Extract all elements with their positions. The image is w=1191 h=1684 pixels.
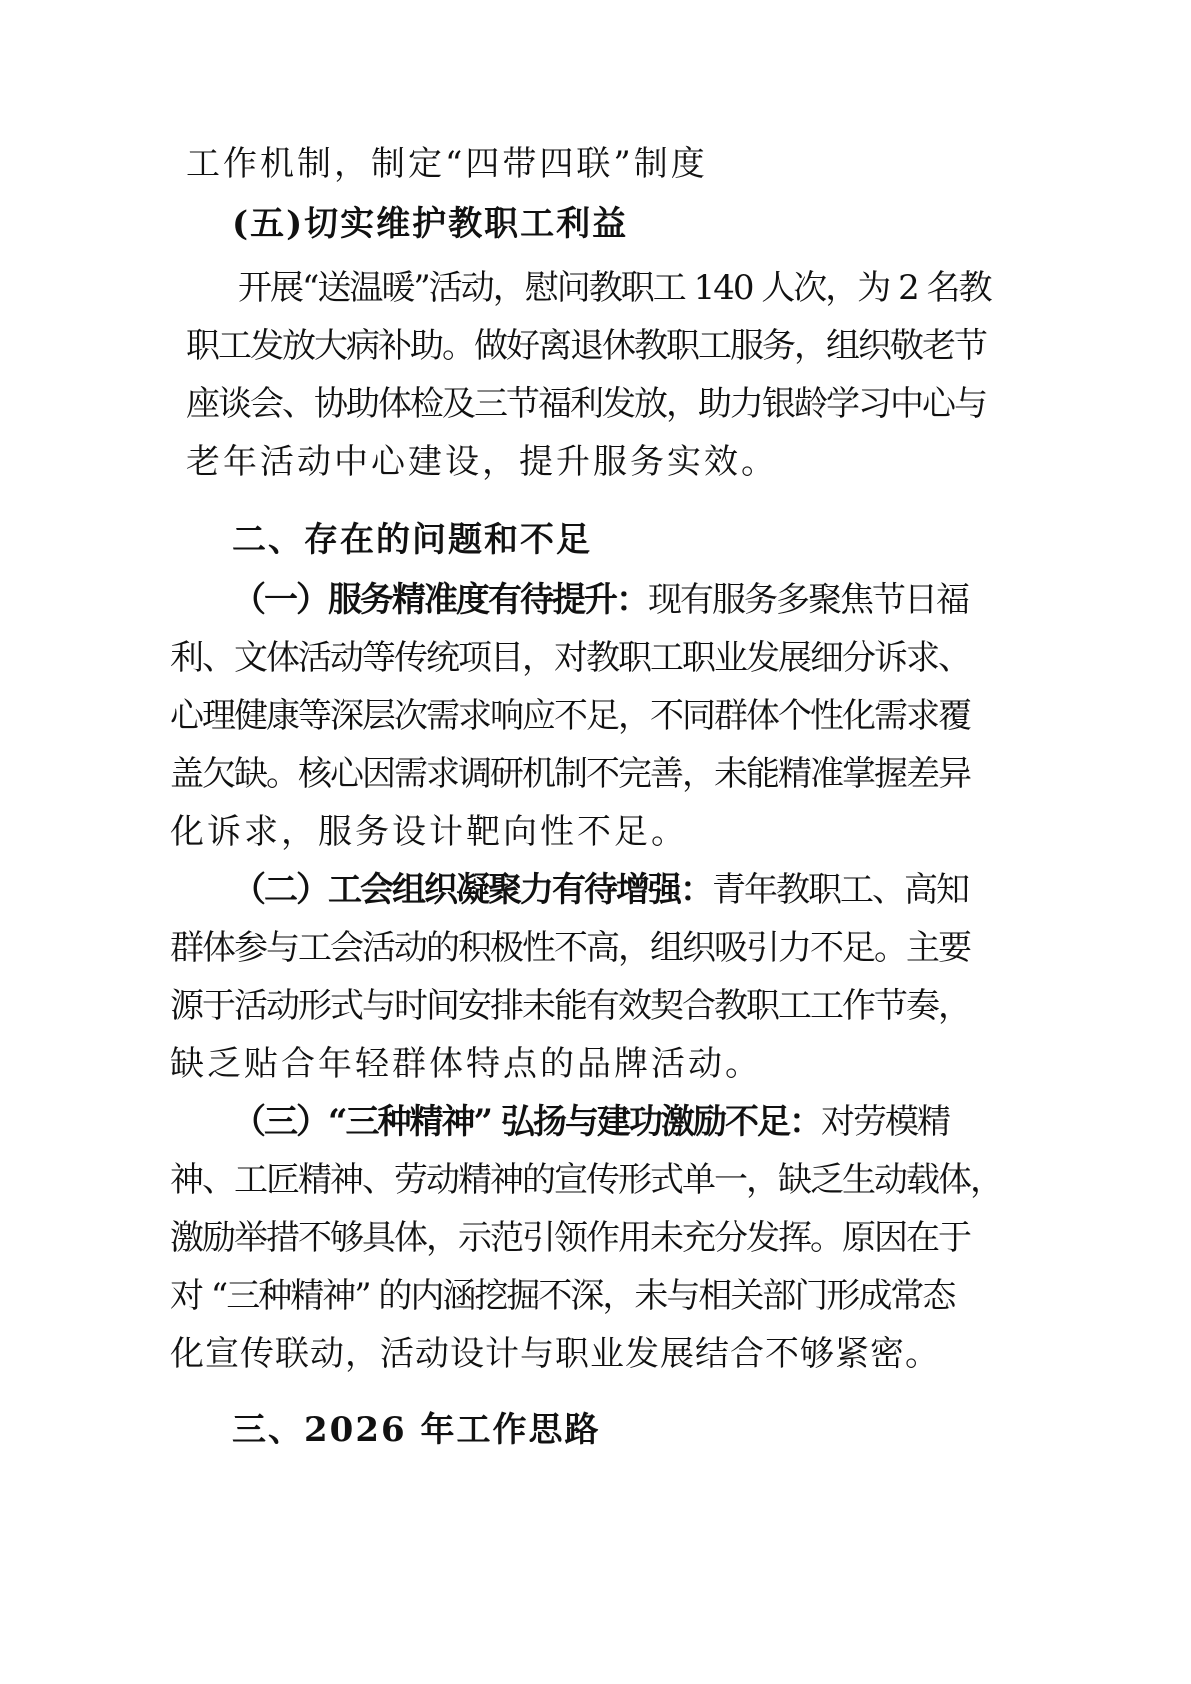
section-1-tail-line: 工作机制，制定“四带四联”制度 (186, 144, 708, 184)
problem-1-lead: （一）服务精准度有待提升： (232, 580, 648, 620)
part-2-heading: 二、存在的问题和不足 (232, 520, 592, 560)
problem-3-lead: （三）“三种精神” 弘扬与建功激励不足： (232, 1102, 821, 1142)
problem-1-line-2: 利、文体活动等传统项目，对教职工职业发展细分诉求、 (170, 638, 970, 678)
part-3-heading: 三、2026 年工作思路 (232, 1410, 601, 1450)
problem-2-line-4: 缺乏贴合年轻群体特点的品牌活动。 (170, 1044, 762, 1084)
problem-2-first-rest: 青年教职工、高知 (712, 870, 968, 910)
problem-3-line-3: 激励举措不够具体，示范引领作用未充分发挥。原因在于 (170, 1218, 970, 1258)
section-5-line-3: 座谈会、协助体检及三节福利发放，助力银龄学习中心与 (186, 384, 986, 424)
problem-2-line-2: 群体参与工会活动的积极性不高，组织吸引力不足。主要 (170, 928, 970, 968)
problem-1-line-4: 盖欠缺。核心因需求调研机制不完善，未能精准掌握差异 (170, 754, 970, 794)
problem-3-line-4: 对 “三种精神” 的内涵挖掘不深，未与相关部门形成常态 (170, 1276, 955, 1316)
section-5-heading: (五)切实维护教职工利益 (232, 204, 629, 244)
problem-3-first-rest: 对劳模精 (820, 1102, 949, 1142)
section-5-line-2: 职工发放大病补助。做好离退休教职工服务，组织敬老节 (186, 326, 986, 366)
problem-2-line-3: 源于活动形式与时间安排未能有效契合教职工工作节奏， (170, 986, 970, 1026)
problem-1-line-5: 化诉求，服务设计靶向性不足。 (170, 812, 688, 852)
problem-3-line-5: 化宣传联动，活动设计与职业发展结合不够紧密。 (170, 1334, 940, 1374)
problem-2-first-line (232, 870, 968, 910)
problem-3-first-line (232, 1102, 949, 1142)
problem-2-lead: （二）工会组织凝聚力有待增强： (232, 870, 712, 910)
section-5-line-1: 开展“送温暖”活动，慰问教职工 140 人次，为 2 名教 (238, 268, 991, 308)
problem-1-first-line (232, 580, 968, 620)
section-5-line-4: 老年活动中心建设，提升服务实效。 (186, 442, 778, 482)
problem-1-line-3: 心理健康等深层次需求响应不足，不同群体个性化需求覆 (170, 696, 970, 736)
problem-3-line-2: 神、工匠精神、劳动精神的宣传形式单一，缺乏生动载体， (170, 1160, 1002, 1200)
problem-1-first-rest: 现有服务多聚焦节日福 (648, 580, 968, 620)
